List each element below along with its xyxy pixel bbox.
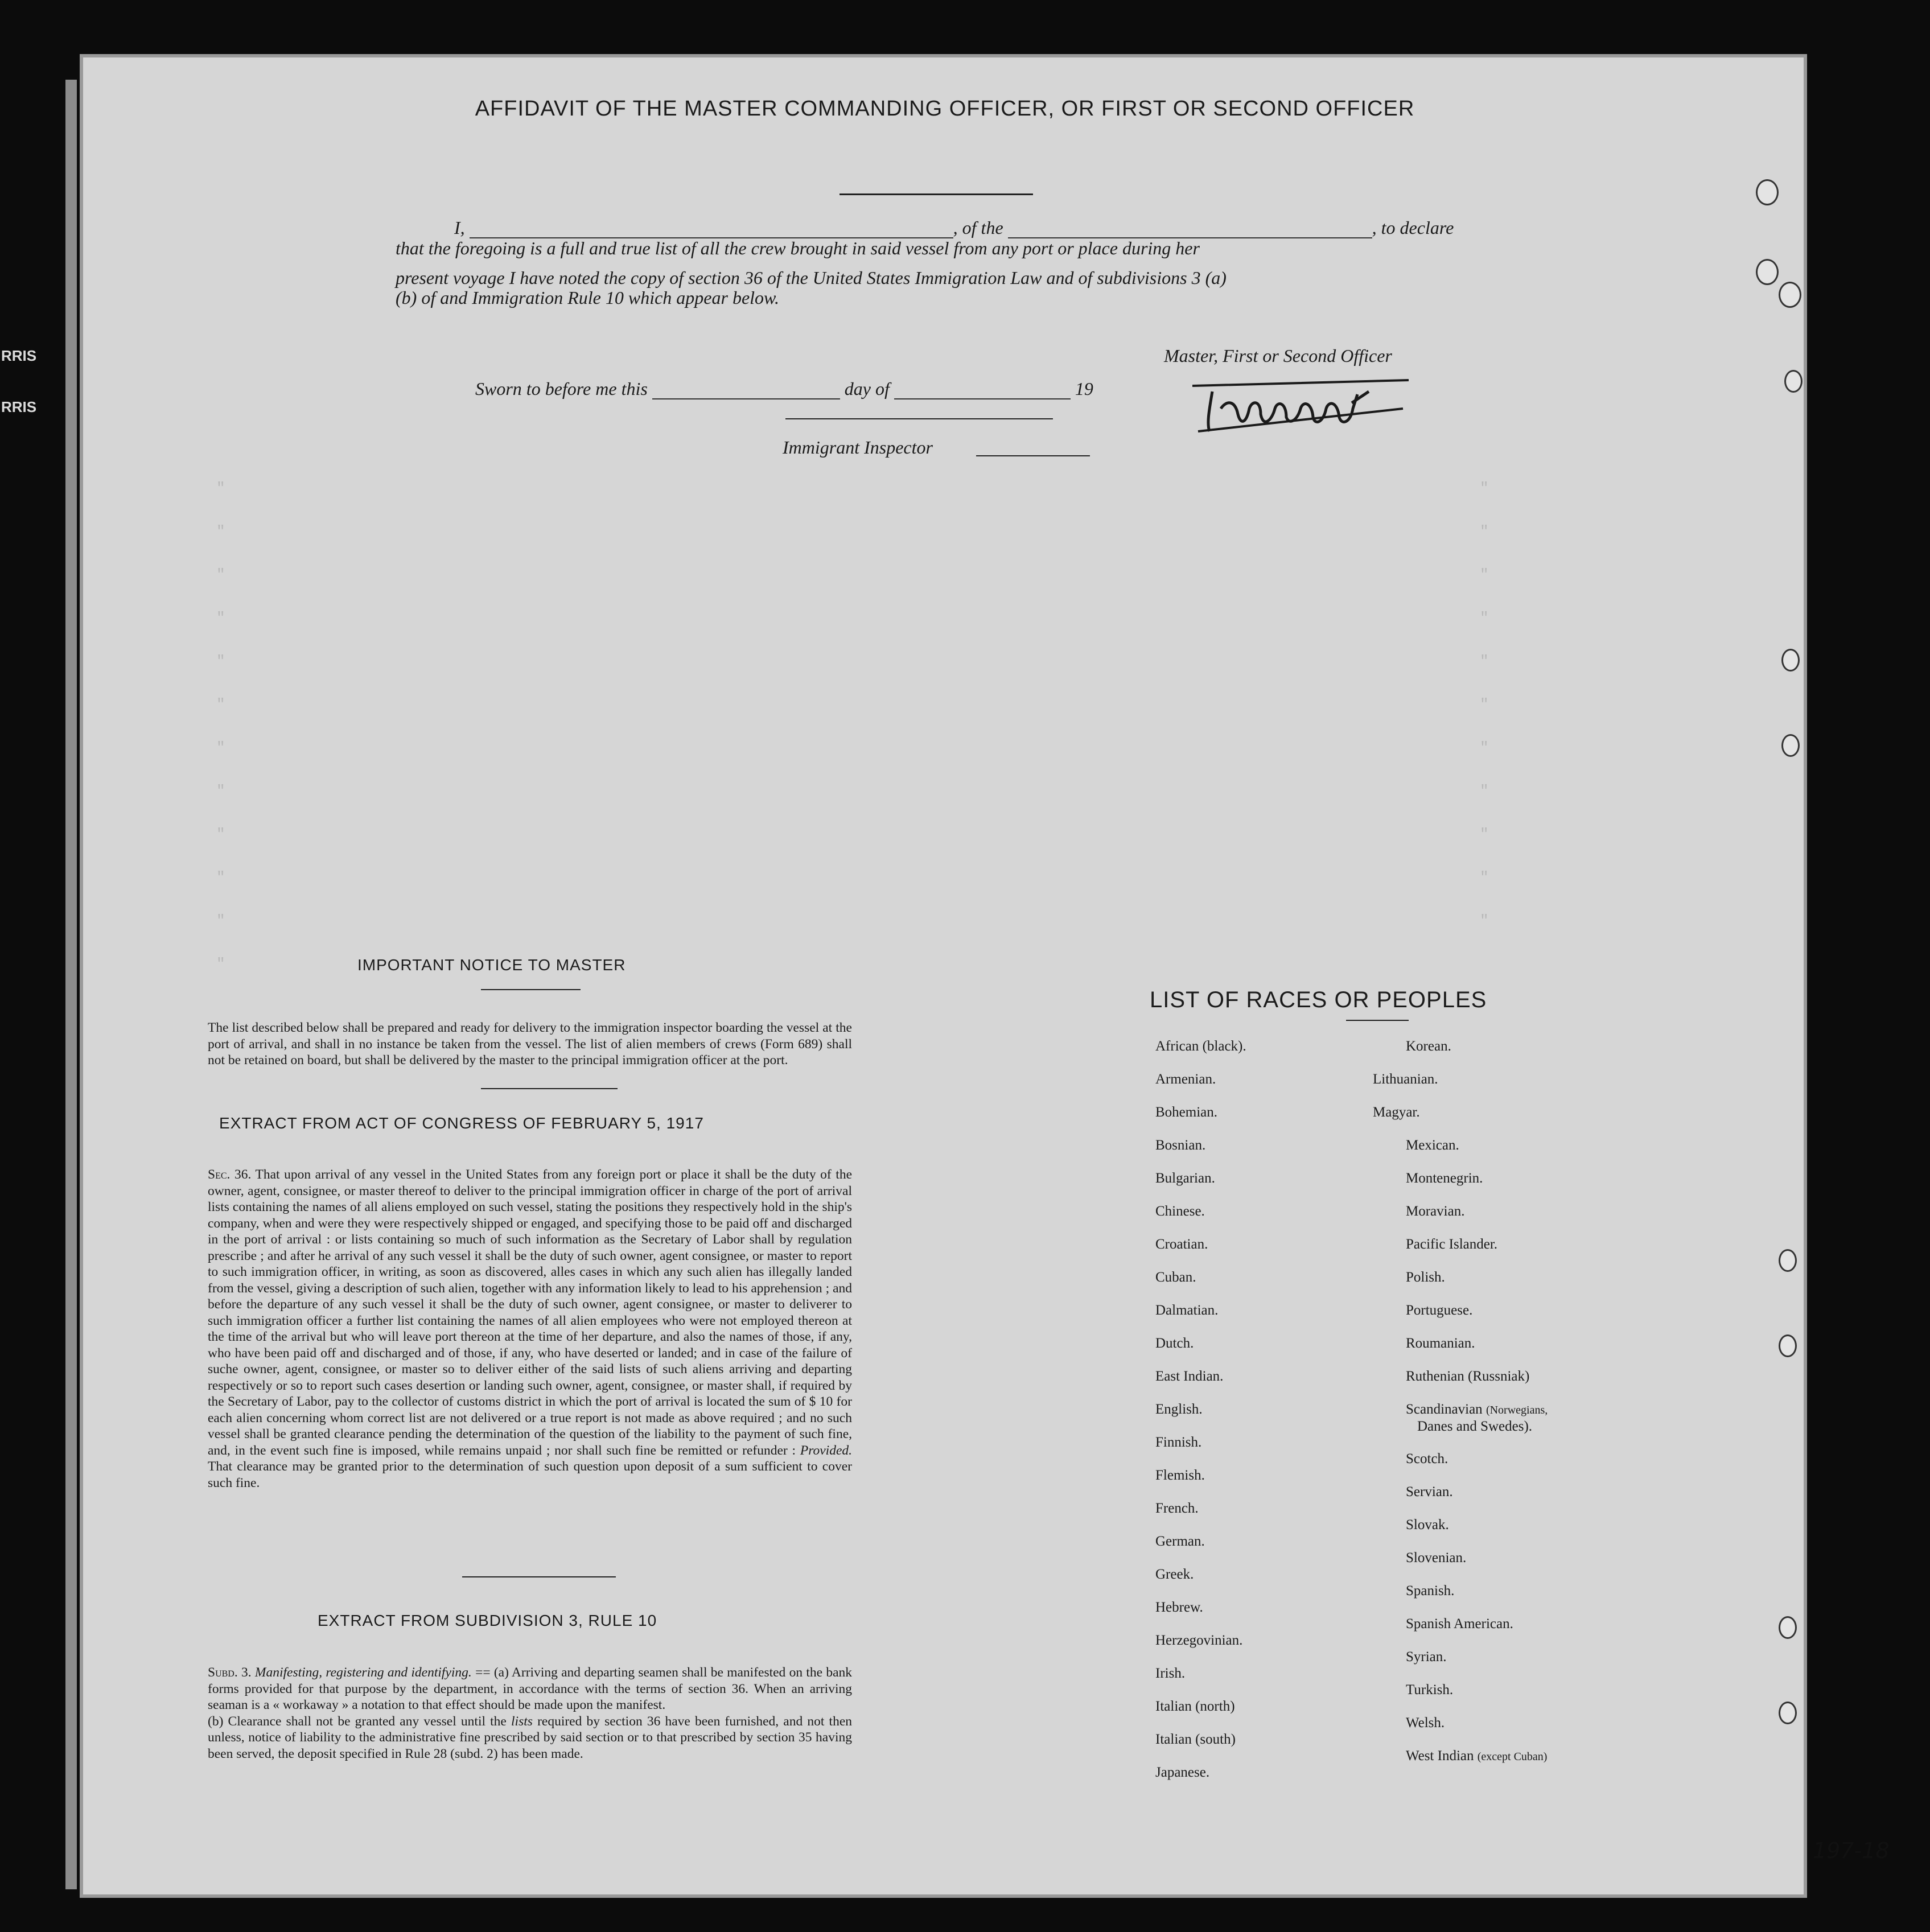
bleed-through-column: ″ ″ ″ ″ ″ ″ ″ ″ ″ ″ ″ ″ [216,480,225,973]
race-left-item: Bohemian. [1155,1105,1218,1120]
of-the-label: , of the [953,217,1003,238]
scandinavian-label: Scandinavian [1406,1402,1483,1417]
extract-rule-body [208,1665,852,1762]
page-edge-shadow [65,80,77,1889]
race-left-item: Herzegovinian. [1155,1633,1243,1648]
margin-label-1: RRIS [1,347,37,364]
sec-body: That upon arrival of any vessel in the United States from any foreign port or place it shall be the duty of the owner, agent, consignee, or master thereof to deliver to the principal immigration officer in charge of the port of arrival lists containing the names of all aliens employed on such vessel, stating the positions they respectively hold in the ship's company, when and were they were respectively shipped or engaged, and specifying those to be paid off and discharged in the port of arrival : or lists containing so much of such information as the Secretary of Labor shall by regulation prescribe ; and after he arrival of any such vessel it shall be the duty of such owner, agent consignee, or master to report to such immigration officer, in writing, as soon as discovered, alles cases in which any such alien has illegally landed from the vessel, giving a description of such alien, together with any information likely to lead to his apprehension ; and before the departure of any such vessel it shall be the duty of such owner, agent consignee, or master to deliverer to such immigration officer a further list containing the names of all alien employees who were not employed thereon at the time of the arrival but who will leave port thereon at the time of her departure, and also the names of those, if any, who have been paid off and discharged and of those, if any, who have deserted or landed; and in case of the failure of suche owner, agent, consignee, or master so to deliver either of the said lists of such aliens arriving and departing respectively or so to report such cases desertion or landing such owner, agent, consignee, or master shall, if required by the Secretary of Labor, pay to the collector of customs district in which the port of arrival is located the sum of $ 10 for each alien concerning whom correct list are not delivered or a true report is not made as above required ; and no such vessel shall be granted clearance pending the determination of the question of the liability to the payment of such fine, and, in the event such fine is imposed, while remains unpaid ; nor shall such fine be remitted or refunder : [208,1167,853,1458]
race-left-item: Greek. [1155,1567,1194,1582]
west-indian-label: West Indian [1406,1748,1474,1764]
extract-act-end-rule [462,1576,616,1577]
race-left-item: Bulgarian. [1155,1171,1215,1186]
notice-end-rule [481,1088,618,1089]
binder-hole-icon [1779,1616,1797,1639]
race-right-item: Spanish American. [1406,1616,1513,1632]
race-left-item: East Indian. [1155,1369,1224,1384]
affidavit-line-1 [454,217,1454,238]
inspector-blank [976,455,1090,456]
race-right-item: Moravian. [1406,1204,1465,1219]
race-right-item: Slovak. [1406,1517,1449,1533]
west-indian-note: (except Cuban) [1477,1750,1548,1763]
race-right-item: Slovenian. [1406,1550,1467,1566]
ruthenian-label: Ruthenian [1406,1369,1464,1384]
race-left-item: Hebrew. [1155,1600,1203,1615]
notice-body: The list described below shall be prepared and ready for delivery to the immigration inspector boarding the vessel at the port of arrival, and shall in no instance be taken from the vessel. The list of alien members of crews (Form 689) shall not be retained on board, but shall be delivered by the master to the principal immigration officer at the port. [208,1020,852,1068]
sworn-day-blank [652,398,840,399]
ruthenian-note: (Russniak) [1468,1369,1530,1384]
inspector-sign-line [785,418,1053,419]
race-right-item: Montenegrin. [1406,1171,1483,1186]
to-declare-label: , to declare [1372,217,1454,238]
subd-para-a: == (a) Arriving and departing seamen shall be manifested on the bank forms provided for that purpose by the department, in accordance with the terms of section 36. When an arriving seaman is a « workaway » a notation to that effect should be made upon the manifest. [208,1665,853,1712]
sec-label: Sec. 36. [208,1167,252,1182]
race-left-item: Dutch. [1155,1336,1194,1351]
master-signature [1187,369,1426,448]
race-right-item: Korean. [1406,1039,1451,1054]
race-left-item: Irish. [1155,1666,1186,1681]
race-right-item: Lithuanian. [1373,1072,1438,1087]
race-left-item: Flemish. [1155,1468,1205,1483]
race-left-item: Croatian. [1155,1237,1208,1252]
race-right-item: Scotch. [1406,1451,1448,1466]
races-title: LIST OF RACES OR PEOPLES [1150,987,1487,1012]
sworn-label: Sworn to before me this [475,378,648,399]
i-label: I, [454,217,465,238]
notice-title: IMPORTANT NOTICE TO MASTER [357,956,626,974]
master-label: Master, First or Second Officer [1164,345,1392,366]
race-right-item: Pacific Islander. [1406,1237,1498,1252]
extract-act-body [208,1167,852,1491]
extract-rule-title: EXTRACT FROM SUBDIVISION 3, RULE 10 [318,1612,657,1629]
race-scandinavian-continued: Danes and Swedes). [1417,1419,1533,1434]
race-scandinavian [1406,1402,1548,1418]
race-left-item: Italian (north) [1155,1699,1235,1714]
notice-underline [481,989,581,990]
lists-word: lists [511,1713,533,1729]
race-left-item: Italian (south) [1155,1732,1236,1747]
race-right-item: Portuguese. [1406,1303,1473,1318]
race-right-item: Turkish. [1406,1682,1454,1698]
race-left-item: Chinese. [1155,1204,1205,1219]
sworn-month-blank [894,398,1071,399]
margin-label-2: RRIS [1,398,37,415]
margin-handwritten-number: 197-18 [1813,1838,1890,1863]
year-label: 19 [1075,378,1093,399]
sworn-line [475,378,1093,399]
race-left-item: Dalmatian. [1155,1303,1219,1318]
race-left-item: Japanese. [1155,1765,1210,1780]
binder-hole-icon [1756,259,1779,285]
extract-act-title: EXTRACT FROM ACT OF CONGRESS OF FEBRUARY 5, 1917 [219,1114,704,1132]
race-left-item: German. [1155,1534,1205,1549]
binder-hole-icon [1781,734,1800,757]
binder-hole-icon [1781,649,1800,672]
affidavit-line-4: (b) of and Immigration Rule 10 which appear below. [396,287,779,308]
race-right-item: Roumanian. [1406,1336,1475,1351]
race-right-item: Welsh. [1406,1715,1445,1731]
subd-para-b-start: (b) Clearance shall not be granted any vessel until the [208,1713,507,1729]
provided-word: Provided. [800,1443,853,1458]
race-left-item: French. [1155,1501,1199,1516]
race-left-item: English. [1155,1402,1203,1417]
race-left-item: Finnish. [1155,1435,1202,1450]
race-left-item: Bosnian. [1155,1138,1206,1153]
title-underline [840,193,1033,195]
race-right-item: Syrian. [1406,1649,1447,1665]
binder-hole-icon [1779,1702,1797,1724]
subd-heading: Manifesting, registering and identifying. [254,1665,472,1680]
race-right-item: Servian. [1406,1484,1453,1500]
binder-hole-icon [1784,370,1803,393]
binder-hole-icon [1779,282,1801,308]
affidavit-title: AFFIDAVIT OF THE MASTER COMMANDING OFFICER, OR FIRST OR SECOND OFFICER [475,97,1415,121]
race-left-item: Cuban. [1155,1270,1196,1285]
affidavit-line-3: present voyage I have noted the copy of section 36 of the United States Immigration Law and of subdivisions 3 (a) [396,267,1227,288]
race-right-item: Spanish. [1406,1583,1455,1599]
scandinavian-note-1: (Norwegians, [1485,1404,1548,1416]
races-underline [1346,1020,1409,1021]
inspector-label: Immigrant Inspector [783,437,933,458]
binder-hole-icon [1756,179,1779,205]
race-west-indian [1406,1748,1547,1764]
subd-para-b-end: required by section 36 have been furnished, and not then unless, notice of liability to the administrative fine prescribed by said section or to that prescribed by section 35 having been served, the deposit specified in Rule 28 (subd. 2) has been made. [208,1713,852,1761]
binder-hole-icon [1779,1334,1797,1357]
binder-hole-icon [1779,1249,1797,1272]
race-ruthenian [1406,1369,1529,1385]
affidavit-line-2: that the foregoing is a full and true list of all the crew brought in said vessel from any port or place during her [396,238,1200,258]
race-right-item: Polish. [1406,1270,1445,1285]
bleed-through-column-2: ″ ″ ″ ″ ″ ″ ″ ″ ″ ″ ″ [1480,480,1489,929]
sec-body-end: That clearance may be granted prior to the determination of such question upon deposit of a sum sufficient to cover such fine. [208,1459,852,1490]
race-left-item: Armenian. [1155,1072,1216,1087]
race-left-item: African (black). [1155,1039,1246,1054]
race-right-item: Magyar. [1373,1105,1420,1120]
race-right-item: Mexican. [1406,1138,1459,1153]
subd-label: Subd. 3. [208,1665,252,1680]
day-of-label: day of [844,378,890,399]
